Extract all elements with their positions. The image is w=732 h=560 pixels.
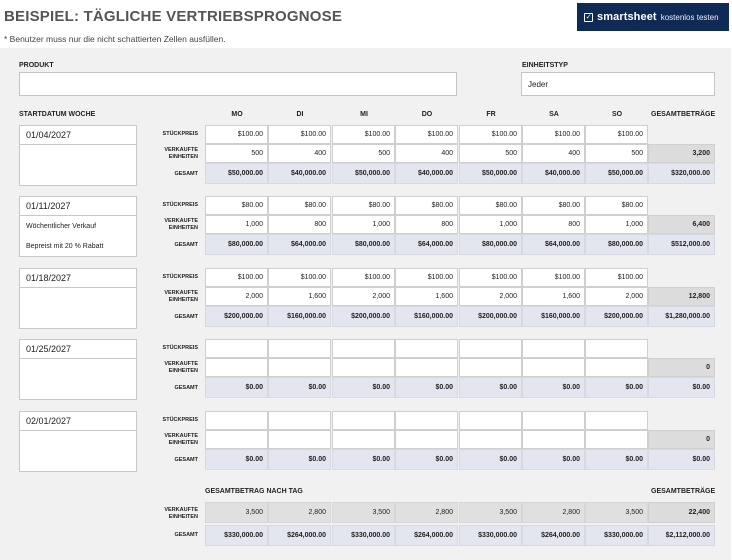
unit-price-cell[interactable]: [459, 411, 522, 430]
unit-price-cell[interactable]: [585, 411, 648, 430]
row-label-units: VERKAUFTE EINHEITEN: [164, 290, 198, 303]
units-sold-cell[interactable]: [332, 430, 395, 449]
units-sold-cell[interactable]: [268, 358, 331, 377]
week-units-total: 3,200: [648, 144, 715, 163]
units-sold-cell[interactable]: [522, 430, 585, 449]
units-sold-cell[interactable]: [459, 358, 522, 377]
daily-total-cell: $0.00: [205, 449, 268, 470]
units-sold-cell[interactable]: 1,000: [332, 215, 395, 234]
daily-total-cell: $0.00: [332, 377, 395, 398]
summary-units-cell: 2,800: [268, 502, 331, 523]
unit-price-cell[interactable]: $100.00: [585, 268, 648, 287]
unit-price-cell[interactable]: [268, 411, 331, 430]
daily-total-cell: $160,000.00: [268, 306, 331, 327]
summary-row-label-units: VERKAUFTE EINHEITEN: [164, 507, 198, 520]
units-sold-cell[interactable]: 2,000: [205, 287, 268, 306]
daily-total-cell: $50,000.00: [205, 163, 268, 184]
unit-price-cell[interactable]: $80.00: [332, 196, 395, 215]
units-sold-cell[interactable]: [205, 358, 268, 377]
week-note[interactable]: [20, 145, 136, 165]
daily-total-cell: $160,000.00: [395, 306, 458, 327]
unit-price-cell[interactable]: [585, 339, 648, 358]
units-sold-cell[interactable]: 800: [522, 215, 585, 234]
row-label-total: GESAMT: [174, 457, 198, 463]
units-sold-cell[interactable]: [268, 430, 331, 449]
units-sold-cell[interactable]: [522, 358, 585, 377]
row-label-price: STÜCKPREIS: [162, 202, 198, 208]
daily-total-cell: $200,000.00: [332, 306, 395, 327]
units-sold-cell[interactable]: [459, 430, 522, 449]
units-sold-cell[interactable]: 1,000: [585, 215, 648, 234]
week-grand-total: $0.00: [648, 449, 715, 470]
row-label-price: STÜCKPREIS: [162, 345, 198, 351]
unit-price-cell[interactable]: $80.00: [205, 196, 268, 215]
daily-total-cell: $50,000.00: [585, 163, 648, 184]
daily-total-cell: $0.00: [332, 449, 395, 470]
daily-total-cell: $0.00: [522, 377, 585, 398]
day-header-so: SO: [611, 111, 623, 118]
row-label-price: STÜCKPREIS: [162, 417, 198, 423]
unit-price-cell[interactable]: [205, 339, 268, 358]
summary-total-cell: $330,000.00: [332, 525, 395, 546]
units-sold-cell[interactable]: [332, 358, 395, 377]
day-header-di: DI: [296, 111, 304, 118]
week-units-total: 6,400: [648, 215, 715, 234]
daily-total-cell: $200,000.00: [585, 306, 648, 327]
units-sold-cell[interactable]: 2,000: [459, 287, 522, 306]
unit-type-label: EINHEITSTYP: [522, 62, 568, 69]
daily-total-cell: $50,000.00: [459, 163, 522, 184]
daily-total-cell: $80,000.00: [459, 234, 522, 255]
unit-price-cell[interactable]: $100.00: [522, 125, 585, 144]
unit-price-cell[interactable]: [268, 339, 331, 358]
week-date-box: [19, 411, 137, 472]
week-note[interactable]: [20, 165, 136, 185]
daily-total-cell: $64,000.00: [268, 234, 331, 255]
unit-price-cell[interactable]: $100.00: [268, 125, 331, 144]
week-note[interactable]: Wöchentlicher Verkauf: [26, 222, 97, 230]
units-sold-cell[interactable]: 1,000: [459, 215, 522, 234]
units-sold-cell[interactable]: 1,600: [522, 287, 585, 306]
daily-total-cell: $0.00: [395, 377, 458, 398]
units-sold-cell[interactable]: 400: [395, 144, 458, 163]
units-sold-cell[interactable]: 400: [522, 144, 585, 163]
summary-units-cell: 3,500: [205, 502, 268, 523]
week-grand-total: $320,000.00: [648, 163, 715, 184]
row-label-total: GESAMT: [174, 242, 198, 248]
brand-cta: kostenlos testen: [660, 12, 719, 22]
units-sold-cell[interactable]: 500: [459, 144, 522, 163]
units-sold-cell[interactable]: [395, 358, 458, 377]
units-sold-cell[interactable]: [205, 430, 268, 449]
units-sold-cell[interactable]: 1,000: [205, 215, 268, 234]
units-sold-cell[interactable]: 2,000: [332, 287, 395, 306]
unit-price-cell[interactable]: [395, 411, 458, 430]
week-note[interactable]: [20, 431, 136, 451]
daily-total-cell: $40,000.00: [268, 163, 331, 184]
week-note[interactable]: Bepreist mit 20 % Rabatt: [26, 242, 104, 250]
daily-total-cell: $0.00: [459, 449, 522, 470]
daily-total-cell: $40,000.00: [522, 163, 585, 184]
week-note[interactable]: [20, 359, 136, 379]
summary-row-label-total: GESAMT: [174, 532, 198, 538]
summary-total-cell: $330,000.00: [585, 525, 648, 546]
summary-units-cell: 3,500: [459, 502, 522, 523]
unit-price-cell[interactable]: $100.00: [459, 268, 522, 287]
units-sold-cell[interactable]: [395, 430, 458, 449]
week-note[interactable]: [20, 451, 136, 471]
unit-price-cell[interactable]: $80.00: [395, 196, 458, 215]
smartsheet-trial-button[interactable]: [577, 3, 729, 31]
unit-price-cell[interactable]: $80.00: [268, 196, 331, 215]
daily-total-cell: $160,000.00: [522, 306, 585, 327]
unit-price-cell[interactable]: $100.00: [205, 268, 268, 287]
week-date-box: [19, 196, 137, 257]
unit-price-cell[interactable]: $80.00: [522, 196, 585, 215]
unit-price-cell[interactable]: $100.00: [522, 268, 585, 287]
day-header-mi: MI: [360, 111, 368, 118]
week-note[interactable]: [20, 379, 136, 399]
summary-grand-total: $2,112,000.00: [648, 525, 715, 546]
unit-price-cell[interactable]: $80.00: [585, 196, 648, 215]
totals-column-header: GESAMTBETRÄGE: [651, 111, 716, 118]
summary-total-cell: $264,000.00: [395, 525, 458, 546]
week-start-date[interactable]: 02/01/2027: [20, 412, 136, 431]
daily-total-cell: $0.00: [268, 449, 331, 470]
row-label-units: VERKAUFTE EINHEITEN: [164, 147, 198, 160]
week-date-box: [19, 339, 137, 400]
unit-price-cell[interactable]: [395, 339, 458, 358]
daily-total-cell: $80,000.00: [585, 234, 648, 255]
daily-total-cell: $0.00: [268, 377, 331, 398]
daily-total-cell: $0.00: [585, 449, 648, 470]
unit-price-cell[interactable]: [459, 339, 522, 358]
summary-units-total: 22,400: [648, 502, 715, 523]
daily-total-cell: $200,000.00: [205, 306, 268, 327]
daily-total-cell: $0.00: [205, 377, 268, 398]
units-sold-cell[interactable]: 1,600: [268, 287, 331, 306]
unit-price-cell[interactable]: $100.00: [332, 268, 395, 287]
unit-type-input[interactable]: Jeder: [521, 72, 715, 96]
units-sold-cell[interactable]: 400: [268, 144, 331, 163]
summary-header: GESAMTBETRAG NACH TAG: [205, 488, 303, 495]
daily-total-cell: $50,000.00: [332, 163, 395, 184]
summary-total-cell: $264,000.00: [522, 525, 585, 546]
unit-price-cell[interactable]: $100.00: [268, 268, 331, 287]
day-header-fr: FR: [486, 111, 496, 118]
week-start-date[interactable]: 01/25/2027: [20, 340, 136, 359]
week-grand-total: $0.00: [648, 377, 715, 398]
daily-total-cell: $64,000.00: [522, 234, 585, 255]
daily-total-cell: $80,000.00: [205, 234, 268, 255]
daily-total-cell: $0.00: [459, 377, 522, 398]
units-sold-cell[interactable]: 500: [332, 144, 395, 163]
row-label-total: GESAMT: [174, 385, 198, 391]
summary-total-cell: $330,000.00: [459, 525, 522, 546]
week-units-total: 12,800: [648, 287, 715, 306]
week-start-date[interactable]: 01/04/2027: [20, 126, 136, 145]
row-label-units: VERKAUFTE EINHEITEN: [164, 361, 198, 374]
unit-price-cell[interactable]: $100.00: [459, 125, 522, 144]
unit-price-cell[interactable]: $100.00: [585, 125, 648, 144]
units-sold-cell[interactable]: 2,000: [585, 287, 648, 306]
row-label-total: GESAMT: [174, 314, 198, 320]
row-label-units: VERKAUFTE EINHEITEN: [164, 433, 198, 446]
summary-units-cell: 3,500: [585, 502, 648, 523]
daily-total-cell: $0.00: [522, 449, 585, 470]
day-header-mo: MO: [231, 111, 243, 118]
daily-total-cell: $0.00: [395, 449, 458, 470]
unit-price-cell[interactable]: [522, 339, 585, 358]
product-label: PRODUKT: [19, 62, 54, 69]
checkbox-icon: ✓: [585, 13, 592, 21]
units-sold-cell[interactable]: 800: [268, 215, 331, 234]
daily-total-cell: $64,000.00: [395, 234, 458, 255]
week-units-total: 0: [648, 358, 715, 377]
units-sold-cell[interactable]: 500: [205, 144, 268, 163]
day-header-sa: SA: [549, 111, 559, 118]
week-date-box: [19, 268, 137, 329]
daily-total-cell: $200,000.00: [459, 306, 522, 327]
unit-price-cell[interactable]: $100.00: [395, 125, 458, 144]
units-sold-cell[interactable]: 500: [585, 144, 648, 163]
row-label-units: VERKAUFTE EINHEITEN: [164, 218, 198, 231]
unit-price-cell[interactable]: $100.00: [332, 125, 395, 144]
product-input[interactable]: [19, 72, 457, 96]
units-sold-cell[interactable]: [585, 358, 648, 377]
daily-total-cell: $40,000.00: [395, 163, 458, 184]
page-title: BEISPIEL: TÄGLICHE VERTRIEBSPROGNOSE: [4, 8, 343, 25]
row-label-price: STÜCKPREIS: [162, 131, 198, 137]
summary-total-cell: $264,000.00: [268, 525, 331, 546]
units-sold-cell[interactable]: 1,600: [395, 287, 458, 306]
summary-units-cell: 2,800: [395, 502, 458, 523]
day-header-do: DO: [421, 111, 433, 118]
unit-price-cell[interactable]: $80.00: [459, 196, 522, 215]
week-start-date[interactable]: 01/11/2027: [20, 197, 136, 216]
brand-name: smartsheet: [597, 11, 657, 23]
units-sold-cell[interactable]: [585, 430, 648, 449]
daily-total-cell: $80,000.00: [332, 234, 395, 255]
units-sold-cell[interactable]: 800: [395, 215, 458, 234]
summary-totals-header: GESAMTBETRÄGE: [651, 488, 716, 495]
unit-price-cell[interactable]: [332, 339, 395, 358]
week-note[interactable]: [20, 288, 136, 308]
start-week-header: STARTDATUM WOCHE: [19, 111, 96, 118]
unit-price-cell[interactable]: [205, 411, 268, 430]
unit-price-cell[interactable]: [522, 411, 585, 430]
summary-units-cell: 2,800: [522, 502, 585, 523]
unit-price-cell[interactable]: $100.00: [395, 268, 458, 287]
week-grand-total: $512,000.00: [648, 234, 715, 255]
unit-price-cell[interactable]: [332, 411, 395, 430]
week-units-total: 0: [648, 430, 715, 449]
unit-price-cell[interactable]: $100.00: [205, 125, 268, 144]
row-label-total: GESAMT: [174, 171, 198, 177]
summary-total-cell: $330,000.00: [205, 525, 268, 546]
page-subtitle: * Benutzer muss nur die nicht schattierten Zellen ausfüllen.: [4, 34, 226, 44]
row-label-price: STÜCKPREIS: [162, 274, 198, 280]
week-note[interactable]: [20, 308, 136, 328]
daily-total-cell: $0.00: [585, 377, 648, 398]
week-start-date[interactable]: 01/18/2027: [20, 269, 136, 288]
week-grand-total: $1,280,000.00: [648, 306, 715, 327]
summary-units-cell: 3,500: [332, 502, 395, 523]
week-date-box: [19, 125, 137, 186]
